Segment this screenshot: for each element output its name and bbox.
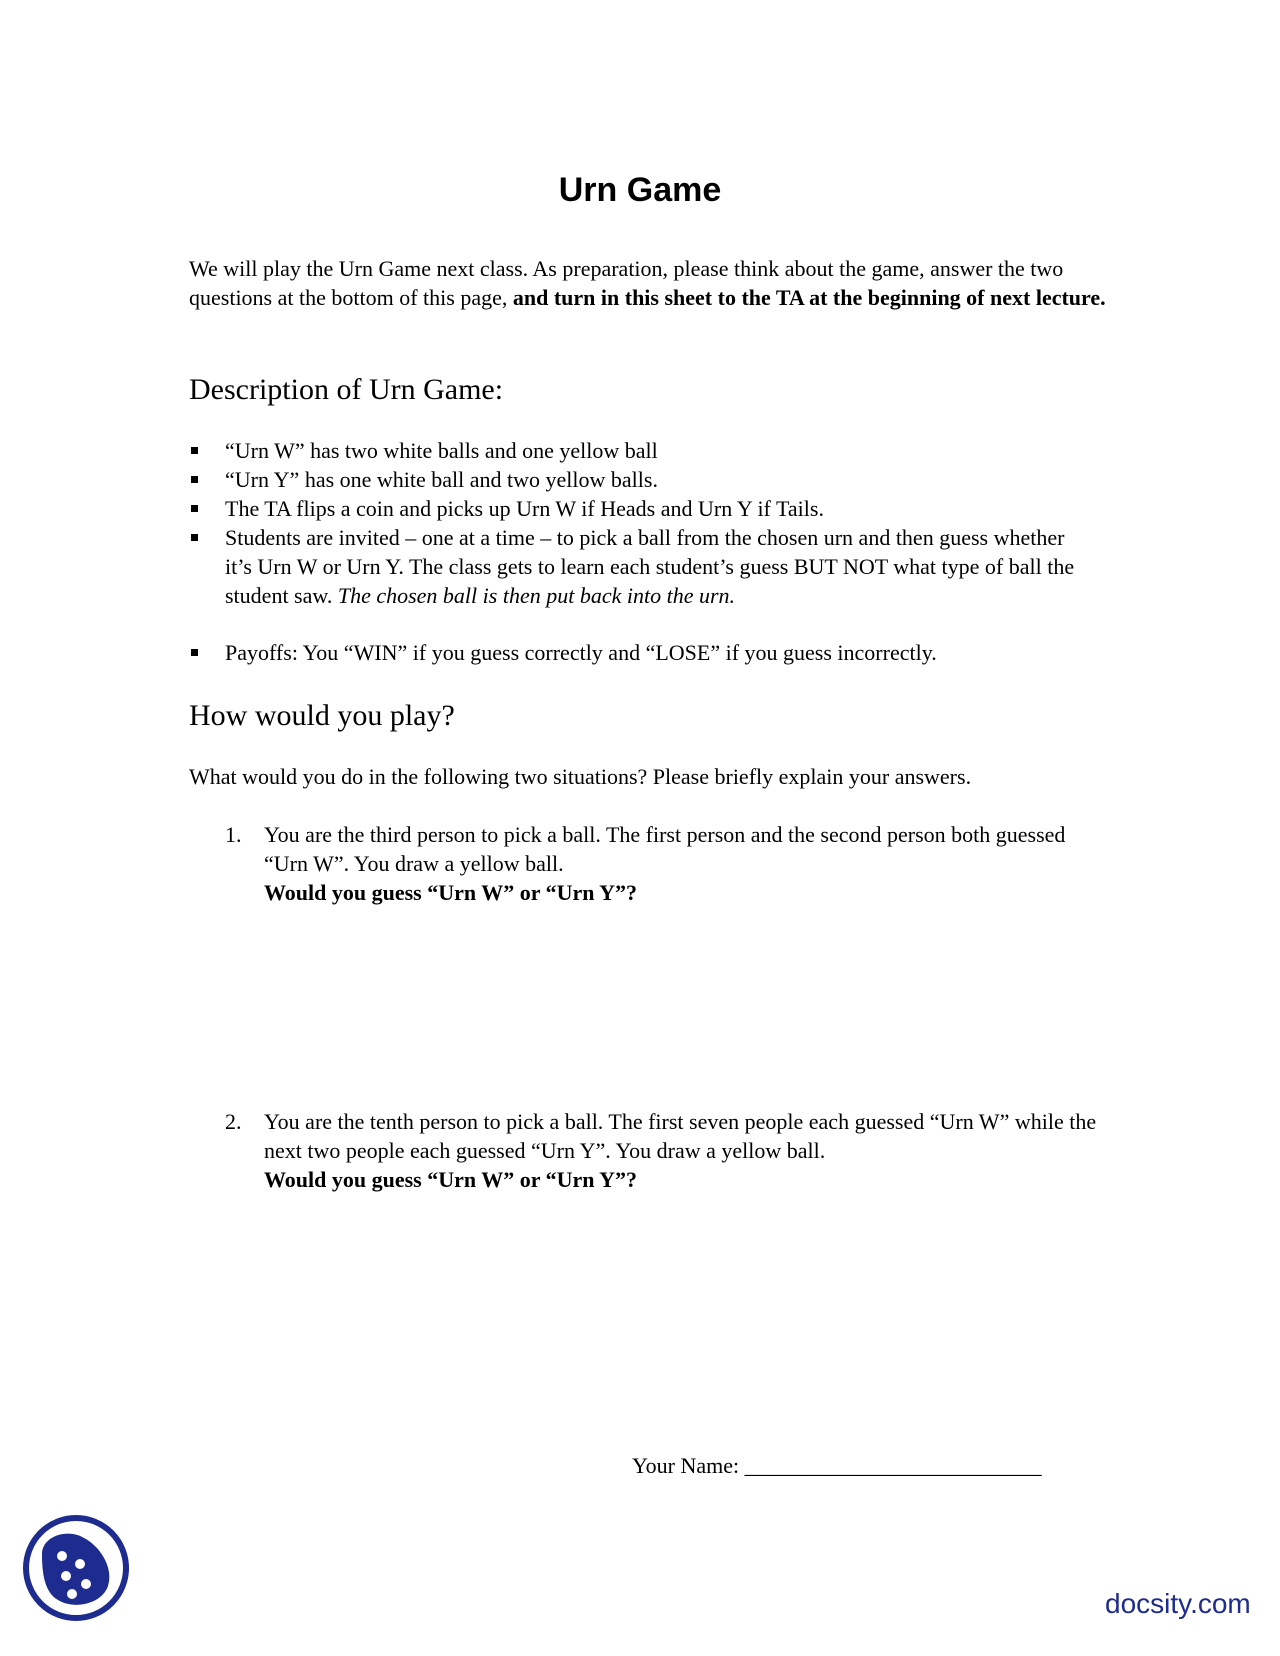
page-title: Urn Game — [558, 171, 722, 209]
item-number: 2. — [225, 1109, 242, 1134]
situations-prompt: What would you do in the following two situations? Please briefly explain your answers. — [189, 764, 972, 789]
docsity-watermark: docsity.com — [1105, 1588, 1251, 1619]
list-item: The TA flips a coin and picks up Urn W if Heads and Urn Y if Tails. — [189, 494, 1089, 523]
situation-text: You are the tenth person to pick a ball. The first seven people each guessed “Urn W” while the next two people each guessed “Urn Y”. You draw a yellow ball. — [264, 1109, 1097, 1163]
description-heading: Description of Urn Game: — [189, 373, 504, 406]
italic-note: The chosen ball is then put back into the urn. — [337, 583, 736, 608]
rules-list — [189, 436, 1089, 667]
intro-bold-text: and turn in this sheet to the TA at the beginning of next lecture. — [512, 285, 1106, 310]
intro-text: We will play the Urn Game next class. As preparation, please think about the game, answer the two questions at the bottom of this page, — [189, 256, 1064, 310]
name-label: Your Name: — [632, 1453, 740, 1478]
list-item: “Urn Y” has one white ball and two yellow balls. — [189, 465, 1089, 494]
list-item: Payoffs: You “WIN” if you guess correctly and “LOSE” if you guess incorrectly. — [189, 638, 1089, 667]
situation-item-2 — [225, 1107, 1105, 1194]
situation-item-1 — [225, 820, 1105, 907]
list-item: “Urn W” has two white balls and one yellow ball — [189, 436, 1089, 465]
list-item: Students are invited – one at a time – to pick a ball from the chosen urn and then guess whether it’s Urn W or Urn Y. The class gets to learn each student’s guess BUT NOT what type of ball the student saw. The chosen ball is then put back into the urn. — [189, 523, 1089, 610]
name-field — [632, 1451, 1042, 1480]
situation-text: You are the third person to pick a ball. The first person and the second person both guessed “Urn W”. You draw a yellow ball. — [264, 822, 1066, 876]
situation-question: Would you guess “Urn W” or “Urn Y”? — [264, 1167, 638, 1192]
docsity-logo-icon — [22, 1514, 130, 1622]
intro-paragraph — [189, 254, 1109, 312]
situation-question: Would you guess “Urn W” or “Urn Y”? — [264, 880, 638, 905]
play-heading: How would you play? — [189, 699, 455, 732]
name-blank-line: ___________________________ — [744, 1453, 1042, 1478]
item-number: 1. — [225, 822, 242, 847]
